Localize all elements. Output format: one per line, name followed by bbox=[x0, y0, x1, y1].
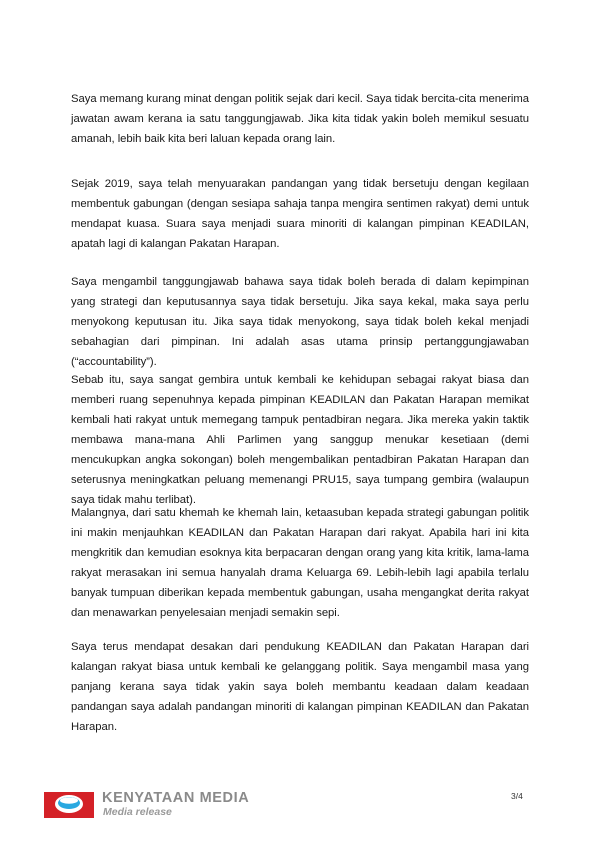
page-number: 3/4 bbox=[511, 791, 523, 801]
paragraph-5: Malangnya, dari satu khemah ke khemah lain, ketaasuban kepada strategi gabungan politik ini makin menjauhkan KEADILAN dan Pakatan Harapan dari rakyat. Apabila hari ini kita mengkritik dan kemudian esoknya kita berpacaran dengan orang yang kita kritik, lama-lama rakyat merasakan ini semua hanyalah drama Keluarga 69. Lebih-lebih lagi apabila terlalu banyak tumpuan diberikan kepada membentuk gabungan, usaha mengangkat derita rakyat dan menawarkan penyelesaian menjadi semakin sepi. bbox=[71, 507, 529, 619]
paragraph-2: Sejak 2019, saya telah menyuarakan pandangan yang tidak bersetuju dengan kegilaan membentuk gabungan (dengan sesiapa sahaja tanpa mengira sentimen rakyat) demi untuk mendapat kuasa. Suara saya menjadi suara minoriti di kalangan pimpinan KEADILAN, apatah lagi di kalangan Pakatan Harapan. bbox=[71, 178, 529, 250]
paragraph-6: Saya terus mendapat desakan dari pendukung KEADILAN dan Pakatan Harapan dari kalangan rakyat biasa untuk kembali ke gelanggang politik. Saya mengambil masa yang panjang kerana saya tidak yakin saya boleh membantu keadaan dalam keadaan pandangan saya adalah pandangan minoriti di kalangan pimpinan KEADILAN dan Pakatan Harapan. bbox=[71, 641, 529, 733]
footer-title: KENYATAAN MEDIA bbox=[102, 790, 250, 806]
paragraph-3: Saya mengambil tanggungjawab bahawa saya tidak boleh berada di dalam kepimpinan yang strategi dan keputusannya saya tidak bersetuju. Jika saya kekal, maka saya perlu menyokong keputusan itu. Jika saya tidak menyokong, saya tidak boleh kekal menjadi sebahagian dari pimpinan. Ini adalah asas utama prinsip pertanggungjawaban (“accountability”). bbox=[71, 276, 529, 368]
paragraph-4: Sebab itu, saya sangat gembira untuk kembali ke kehidupan sebagai rakyat biasa dan memberi ruang sepenuhnya kepada pimpinan KEADILAN dan Pakatan Harapan memikat kembali hati rakyat untuk memegang tampuk pentadbiran negara. Jika mereka yakin taktik membawa mana-mana Ahli Parlimen yang sanggup menukar kesetiaan (demi mencukupkan angka sokongan) boleh mengembalikan pentadbiran Pakatan Harapan dan seterusnya meningkatkan peluang memenangi PRU15, saya tumpang gembira (walaupun saya tidak mahu terlibat). bbox=[71, 374, 529, 506]
party-logo-icon bbox=[44, 792, 94, 818]
paragraph-1: Saya memang kurang minat dengan politik sejak dari kecil. Saya tidak bercita-cita menerima jawatan awam kerana ia satu tanggungjawab. Jika kita tidak yakin boleh memikul sesuatu amanah, lebih baik kita beri laluan kepada orang lain. bbox=[71, 93, 529, 145]
footer-subtitle: Media release bbox=[103, 806, 172, 818]
